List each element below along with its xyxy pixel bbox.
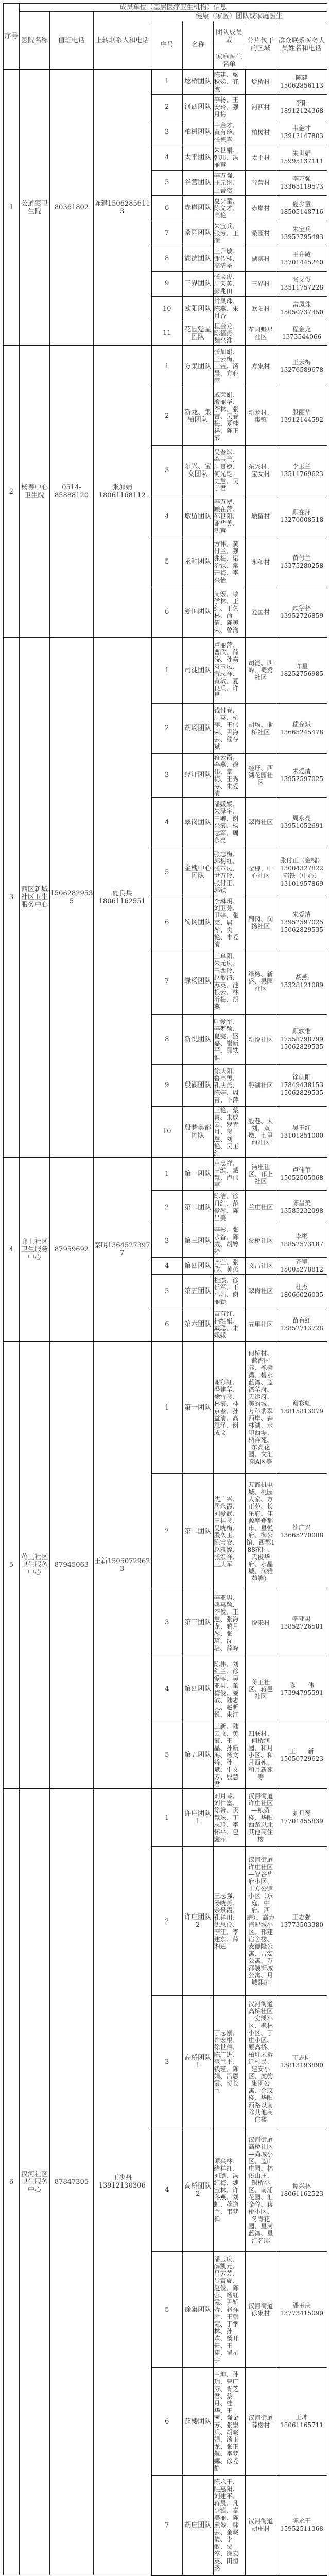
team-no: 3 <box>151 1589 183 1656</box>
team-members: 潘媛媛、朱泽宇、王卿、谢兴霞、杨志军、周永亮 <box>214 797 245 848</box>
team-area: 埝桥村 <box>245 69 276 94</box>
header-members <box>214 21 245 70</box>
referral-contact: 秦明13645273977 <box>94 1158 151 1342</box>
team-members: 卢丽萍、曹欣、薛涛、孙嘉袁玉凤、游志祥、黄敏、夏良兵、许星 <box>214 637 245 703</box>
team-area: 东兴村、宝女村 <box>245 445 276 496</box>
table-row <box>4 637 327 703</box>
header-members-top: 团队成员或 <box>214 29 245 45</box>
table-row <box>4 1342 327 1474</box>
team-name: 东兴、宝女团队 <box>183 445 214 496</box>
team-area: 新悦社区 <box>245 1014 276 1064</box>
team-contact: 李万强 13365119573 <box>276 170 327 195</box>
team-name: 翠岗团队 <box>183 797 214 848</box>
team-name: 第四团队 <box>183 1258 214 1275</box>
team-name: 殷湖团队 <box>183 1064 214 1106</box>
team-contact: 齐莹 15005278812 <box>276 1258 327 1275</box>
team-no: 2 <box>151 94 183 120</box>
header-area: 分片包干的区域 <box>245 21 276 70</box>
team-area: 汉河街道许庄社区—粮贸楼、华阳西路以北其他商住楼 <box>245 1789 276 1847</box>
team-area: 方集村 <box>245 346 276 387</box>
team-contact: 胡燕 13328121089 <box>276 948 327 1014</box>
team-contact: 谢彩虹 13815813079 <box>276 1342 327 1474</box>
team-members: 陈伟、刘红兰、徐爱萍、吴亚男、董梅俊、晏敏、陆志美、赵昕悦、朱江 <box>214 1656 245 1722</box>
team-area: 殷巷、大刘、双墩、七里甸社区 <box>245 1106 276 1158</box>
table-body <box>4 69 327 2575</box>
section-index: 5 <box>4 1342 20 1789</box>
team-contact: 黄付兰 13375280258 <box>276 537 327 587</box>
team-area: 赤岸村 <box>245 195 276 221</box>
team-members: 张志梅、郭梅红、张革凤、尹万玲、张付正、郭铁 <box>214 848 245 897</box>
team-members: 陈永干、眭惠阳、刘建平、蒋晨、凡少锋、秦美丽、陈素琴、韩芸、金晓倩、李敏、贾淳、徐宏英、田恒璐 <box>214 2476 245 2575</box>
referral-contact: 张加娟 18061168112 <box>94 346 151 637</box>
table-row <box>4 346 327 387</box>
team-area: 谷营村 <box>245 170 276 195</box>
team-area: 四联村、何桥润园、和月小区、和月西苑、和月新苑等 <box>245 1722 276 1789</box>
team-no: 4 <box>151 145 183 170</box>
team-no: 3 <box>151 120 183 145</box>
team-area: 汉河街道许庄社区—智谷华府小区、上方公馆小区（东庭、中府、西庭）、高力汽配城小区、邗建宿舍楼、麦德隆公寓、吉安公寓、万都装饰城公寓、月城熙庭 <box>245 1847 276 1996</box>
team-contact: 杜杰 18066026035 <box>276 1275 327 1308</box>
team-members: 方伟、黄付兰、强兆梅、梁治霖、常开梅、李兴怡 <box>214 537 245 587</box>
team-contact: 刘月琴 17701455839 <box>276 1789 327 1847</box>
team-no: 1 <box>151 1789 183 1847</box>
team-name: 绿杨团队 <box>183 948 214 1014</box>
team-contact: 徐庆阳 17849438153 15062829535 <box>276 1064 327 1106</box>
team-contact: 陈建 15062856113 <box>276 69 327 94</box>
team-name: 埝桥团队 <box>183 69 214 94</box>
team-no: 6 <box>151 1308 183 1342</box>
team-no: 4 <box>151 1258 183 1275</box>
team-members: 齐莹、张欣、黄燕 <box>214 1258 245 1275</box>
team-name: 赤岸团队 <box>183 195 214 221</box>
section-index: 2 <box>4 346 20 637</box>
team-name: 墩留团队 <box>183 496 214 537</box>
team-no: 4 <box>151 2128 183 2252</box>
team-contact: 韦金才 13912147803 <box>276 120 327 145</box>
team-contact: 陈昌美 13585232098 <box>276 1191 327 1224</box>
team-members: 王艳、蔡菁、朱成云、罗青月、贺慧、刘艳、吴玉红 <box>214 1106 245 1158</box>
team-name: 第三团队 <box>183 1224 214 1258</box>
team-name: 新龙、集镇团队 <box>183 387 214 445</box>
team-contact: 沈广兴 13665270008 <box>276 1474 327 1589</box>
team-members: 蒋云霞、李燕、徐伟、章梅、王秀芬、朱爱清 <box>214 753 245 797</box>
team-contact: 李玉兰 13511769623 <box>276 445 327 496</box>
team-name: 爱国团队 <box>183 587 214 637</box>
team-members: 徐庆阳、鲁高男、孔庆燕、陈婷、周菁、卜萍 <box>214 1064 245 1106</box>
team-name: 许庄团队 2 <box>183 1847 214 1996</box>
team-name: 第六团队 <box>183 1308 214 1342</box>
team-no: 5 <box>151 170 183 195</box>
team-area: 柏树村 <box>245 120 276 145</box>
duty-phone: 87847305 <box>50 1789 94 2575</box>
team-name: 永和团队 <box>183 537 214 587</box>
hospital-name: 西区新城社区卫生服务中心 <box>20 637 50 1158</box>
team-area: 汉河街道高桥社区—宏溪小区、枫林小区、丁庄小区、原高桥、柏圩未拆迁村民、建安小区、虎豹集团公寓、金茂楼、华阳西路以南除其他商住楼 <box>245 1996 276 2128</box>
team-name: 柏树团队 <box>183 120 214 145</box>
header-team-group: 健康（家医）团队或家庭医生 <box>151 12 327 21</box>
team-no: 5 <box>151 2252 183 2368</box>
duty-phone: 87959692 <box>50 1158 94 1342</box>
team-members: 张加娟、王云梅、王萱、汤晨、方心雨 <box>214 346 245 387</box>
team-no: 5 <box>151 848 183 897</box>
team-members: 王阜阳、朱元庆、王西玲、赵敏清、苏英、池根云、林沂梅、胡燕 <box>214 948 245 1014</box>
team-members: 朱世娟、韩玮、冯丽蓉 <box>214 145 245 170</box>
team-contact: 张付正（金槐） 13004327822 郭铁（中心） 13101957869 <box>276 848 327 897</box>
team-no: 4 <box>151 1656 183 1722</box>
team-no: 4 <box>151 797 183 848</box>
team-no: 5 <box>151 1275 183 1308</box>
team-name: 许庄团队 1 <box>183 1789 214 1847</box>
team-area: 新龙村、集镇 <box>245 387 276 445</box>
team-no: 7 <box>151 948 183 1014</box>
team-contact: 顾学林 13952726859 <box>276 587 327 637</box>
team-contact: 殷丽华 13912144592 <box>276 387 327 445</box>
team-area: 贾桥社区 <box>245 1224 276 1258</box>
team-contact: 王云梅 13276589678 <box>276 346 327 387</box>
team-no: 9 <box>151 1064 183 1106</box>
duty-phone: 80361802 <box>50 69 94 346</box>
team-members: 杜杰、徐延军、王小娟、谢丽颖 <box>214 1275 245 1308</box>
team-contact: 朱爱清 13952597025 <box>276 753 327 797</box>
team-area: 经圩、西湖花园社区 <box>245 753 276 797</box>
hospital-name: 公道镇卫生院 <box>20 69 50 346</box>
referral-contact: 夏良兵 18061162551 <box>94 637 151 1158</box>
team-contact: 卢伟苇 15052505068 <box>276 1158 327 1191</box>
team-name: 方集团队 <box>183 346 214 387</box>
team-members: 谭兴林、绪祥红、刘璐、冯红梅、魏宝林、许冬燕、刘虹、蒋道兰、韦梦禅 <box>214 2128 245 2252</box>
team-no: 1 <box>151 69 183 94</box>
team-area: 桑园村 <box>245 221 276 246</box>
team-area: 兰庄社区 <box>245 1191 276 1224</box>
section-index: 1 <box>4 69 20 346</box>
team-area: 万都机电城、桃园人家、方正苑、长乐府、佳源摩登都市、星悦府、御公馆、西郡188花园、天俊华府、水晶城、润雅苑等） <box>245 1474 276 1589</box>
team-area: 冯庄社区、邗上社区 <box>245 1158 276 1191</box>
team-members: 戚荣娟、殷丽华、李林、张吉、吴春梅、夏桂祥、陈正霞 <box>214 387 245 445</box>
team-name: 高桥团队 2 <box>183 2128 214 2252</box>
team-contact: 常凤珠 15050737350 <box>276 296 327 321</box>
team-no: 7 <box>151 221 183 246</box>
team-name: 胡场团队 <box>183 703 214 753</box>
team-contact: 李阳 18912124368 <box>276 94 327 120</box>
team-contact: 嵇存斌 13665245478 <box>276 703 327 753</box>
team-area: 蒋王社区、蒋邑社区 <box>245 1656 276 1722</box>
team-name: 谷营团队 <box>183 170 214 195</box>
team-contact: 夏少童 18505148716 <box>276 195 327 221</box>
team-members: 周宏、顾学林、王红、王久林、俞倩、陈美荣、曾洵 <box>214 587 245 637</box>
team-members: 李彬、张永香、陈威、胡婷婷 <box>214 1224 245 1258</box>
team-members: 李亚男、姚惠颖、李俊、王慧、张海龙、鸦月琴、张琦、沈培、薛峰 <box>214 1589 245 1656</box>
team-members: 李琳玥、刘卫芳、尹婷、张芸、居琴、贡艳、朱爱清 <box>214 897 245 948</box>
team-members: 陈洁、徐月红、范爱琴、陈昌美 <box>214 1191 245 1224</box>
team-no: 10 <box>151 1106 183 1158</box>
team-no: 7 <box>151 2476 183 2575</box>
team-area: 河西村 <box>245 94 276 120</box>
team-contact: 张文俊 13511757228 <box>276 271 327 296</box>
team-contact: 朱宝兵 13952795493 <box>276 221 327 246</box>
team-area: 爱国村 <box>245 587 276 637</box>
referral-contact: 王新15050729623 <box>94 1342 151 1789</box>
team-contact: 丁志刚 13813193890 <box>276 1996 327 2128</box>
team-no: 3 <box>151 1224 183 1258</box>
team-area: 司徒、西峰、蜀秀社区 <box>245 637 276 703</box>
team-area: 汉河街道高桥社区—尚城小区、蓝山庄园、林溪山庄、银桥小区、南浦花园、汇金谷、蒋桥小区、冬青花园、星河蓝湾、星汇名邸 <box>245 2128 276 2252</box>
team-no: 2 <box>151 387 183 445</box>
team-name: 花园魁星团队 <box>183 321 214 346</box>
team-contact: 王 新 15050729623 <box>276 1722 327 1789</box>
header-duty-phone: 值班电话 <box>50 12 94 70</box>
team-members: 潘玉庆、薛凯元、吕芳芳、步霄旋、赵俊、陈蓉、杨红霞、尹娇娇、赵祥胜、王朝霞、丁学林、孙欢、杨开轩、王捷、翟星宇 <box>214 2252 245 2368</box>
team-contact: 陈 伟 17394795591 <box>276 1656 327 1722</box>
team-no: 1 <box>151 346 183 387</box>
team-area: 文昌社区 <box>245 1258 276 1275</box>
team-no: 11 <box>151 321 183 346</box>
team-contact: 顾轶惟 17558798799 15062829535 <box>276 1014 327 1064</box>
team-area: 湖滨村 <box>245 246 276 271</box>
section-index: 4 <box>4 1158 20 1342</box>
referral-contact: 王少丹 13912130306 <box>94 1789 151 2575</box>
team-members: 程金龙、陈福燕、魏兴淮 <box>214 321 245 346</box>
team-members: 陈建、梁秋娣、龚波 <box>214 69 245 94</box>
team-no: 2 <box>151 703 183 753</box>
hospital-name: 邗上社区卫生服务中心 <box>20 1158 50 1342</box>
hospital-name: 汉河社区卫生服务中心 <box>20 1789 50 2575</box>
team-no: 8 <box>151 1014 183 1064</box>
team-contact: 谭兴林 18061162523 <box>276 2128 327 2252</box>
table-row <box>4 1158 327 1191</box>
team-area: 悦来村 <box>245 1589 276 1656</box>
team-name: 第一团队 <box>183 1342 214 1474</box>
team-name: 薛楼团队 <box>183 2368 214 2476</box>
team-contact: 李彬 18852573187 <box>276 1224 327 1258</box>
team-no: 1 <box>151 1342 183 1474</box>
team-members: 沈广兴、居永霞、刘爱武、王桂琴、吴晓梅、殷久玉、陈宝安、赵雅婷、张宏祥、王庆军 <box>214 1474 245 1589</box>
table-row <box>4 1789 327 1847</box>
header-referral: 上转联系人和电话 <box>94 12 151 70</box>
team-name: 蜀冈团队 <box>183 897 214 948</box>
team-contact: 潘玉庆 13773415090 <box>276 2252 327 2368</box>
table-row <box>4 69 327 94</box>
header-index: 序号 <box>4 4 20 70</box>
team-name: 司徒团队 <box>183 637 214 703</box>
team-name: 金槐中心团队 <box>183 848 214 897</box>
team-name: 第五团队 <box>183 1722 214 1789</box>
team-area: 蜀冈、润扬社区 <box>245 897 276 948</box>
team-no: 6 <box>151 587 183 637</box>
team-name: 胡庄团队 <box>183 2476 214 2575</box>
team-contact: 许星 18252756985 <box>276 637 327 703</box>
team-members: 吴春斌、李玉兰、周贵稳、何光乾、史慧、吴子君 <box>214 445 245 496</box>
team-no: 1 <box>151 1158 183 1191</box>
team-members: 张文俊、周天英、彭兆田 <box>214 271 245 296</box>
header-team-name: 名称 <box>183 21 214 70</box>
team-area: 三界村 <box>245 271 276 296</box>
team-members: 王志强、汤晓燕、余景霞、孔祥川、沈思伶、李江、李建东、薛湘莲 <box>214 1847 245 1996</box>
team-name: 高桥团队 1 <box>183 1996 214 2128</box>
team-members: 王新、陆云飞、黄霞、王晶、孙新海、杨文娇、孙斌、牛文芳、殷慧君 <box>214 1722 245 1789</box>
team-area: 汉河街道胡庄村 <box>245 2476 276 2575</box>
duty-phone: 87945063 <box>50 1342 94 1789</box>
team-area: 花园魁星社区 <box>245 321 276 346</box>
team-members: 丁志刚、许宏根、徐世伟、陈广进、范兰平、钱瑾、陈娟、冯恩霞、贺长兰 <box>214 1996 245 2128</box>
team-name: 桑园团队 <box>183 221 214 246</box>
duty-phone: 0514- 85888120 <box>50 346 94 637</box>
team-no: 10 <box>151 296 183 321</box>
team-members: 钱付春、周英、杭萍、王伟荣、尹海芸、嵇存斌 <box>214 703 245 753</box>
team-members: 苗有红、柏维娟、戴聪、朱媛媛 <box>214 1308 245 1342</box>
team-no: 6 <box>151 2368 183 2476</box>
header-team-no: 序号 <box>151 21 183 70</box>
team-name: 第二团队 <box>183 1474 214 1589</box>
section-index: 3 <box>4 637 20 1158</box>
team-name: 殷巷奥都团队 <box>183 1106 214 1158</box>
team-no: 2 <box>151 1847 183 1996</box>
team-name: 第五团队 <box>183 1275 214 1308</box>
team-area: 绿杨、新盛、果园社区 <box>245 948 276 1014</box>
team-contact: 朱世娟 15995137111 <box>276 145 327 170</box>
team-no: 3 <box>151 1996 183 2128</box>
team-contact: 朱爱清 13952597025 15062829535 <box>276 897 327 948</box>
team-members: 王升敏、谢传桂、高清圣 <box>214 246 245 271</box>
team-members: 韦金才、黄有玲、张德喜 <box>214 120 245 145</box>
team-contact: 王升敏 13701445240 <box>276 246 327 271</box>
team-area: 太平村 <box>245 145 276 170</box>
team-members: 李杨、王安玲、强月梅 <box>214 94 245 120</box>
team-no: 8 <box>151 246 183 271</box>
team-name: 新悦团队 <box>183 1014 214 1064</box>
team-name: 湖滨团队 <box>183 246 214 271</box>
header-members-bottom: 家庭医生名单 <box>215 53 242 69</box>
team-no: 2 <box>151 1474 183 1589</box>
header-contact: 群众联系医务人员姓名和电话 <box>276 21 327 70</box>
header-group-title: 成员单位（基层医疗卫生机构）信息 <box>20 4 327 12</box>
team-area: 汉河街道薛楼村 <box>245 2368 276 2476</box>
team-area: 胡场、俞桥社区 <box>245 703 276 753</box>
team-area: 永和村 <box>245 537 276 587</box>
team-no: 3 <box>151 445 183 496</box>
team-members: 谢彩虹、冯建华、徐雪琴、林霞、林京春、孙益清、高恩泽、谢成文 <box>214 1342 245 1474</box>
team-area: 翠岗社区 <box>245 797 276 848</box>
team-members: 卢忠祥、王维、臧慧、卢伟苇 <box>214 1158 245 1191</box>
team-no: 5 <box>151 1722 183 1789</box>
team-no: 3 <box>151 753 183 797</box>
family-doctor-team-table <box>3 3 327 2576</box>
team-name: 河西团队 <box>183 94 214 120</box>
team-no: 5 <box>151 537 183 587</box>
header-hospital: 医院名称 <box>20 12 50 70</box>
team-contact: 程金龙 1373544066 <box>276 321 327 346</box>
team-contact: 苗有红 13852713728 <box>276 1308 327 1342</box>
team-area: 金槐、中心社区 <box>245 848 276 897</box>
team-members: 王坤、孙玥、曹广芬、胥芝君、蔡月、桂华、王茜、强金芳、张崇兵、胡晓娟、汤玉龙、张正航、李梦娜、徐爱静 <box>214 2368 245 2476</box>
team-contact: 王志强 13773503380 <box>276 1847 327 1996</box>
team-members: 常凤珠、陈燕、朱月香 <box>214 296 245 321</box>
team-area: 汉河街道徐集村 <box>245 2252 276 2368</box>
team-no: 1 <box>151 637 183 703</box>
team-members: 叶爱军、李梦颖、夏雯、盛嘉、崔新平、顾轶惟 <box>214 1014 245 1064</box>
team-name: 徐集团队 <box>183 2252 214 2368</box>
section-index: 6 <box>4 1789 20 2575</box>
hospital-name: 蒋王社区卫生服务中心 <box>20 1342 50 1789</box>
team-no: 9 <box>151 271 183 296</box>
team-contact: 陈永干 15952511368 <box>276 2476 327 2575</box>
team-members: 夏少童、陈义才、高艳 <box>214 195 245 221</box>
hospital-name: 杨寿中心卫生院 <box>20 346 50 637</box>
team-no: 6 <box>151 195 183 221</box>
referral-contact: 陈建15062856113 <box>94 69 151 346</box>
team-area: 殷湖社区 <box>245 1064 276 1106</box>
team-no: 6 <box>151 897 183 948</box>
team-name: 欧阳团队 <box>183 296 214 321</box>
team-name: 第四团队 <box>183 1656 214 1722</box>
team-name: 经圩团队 <box>183 753 214 797</box>
duty-phone: 15062829535 <box>50 637 94 1158</box>
team-contact: 周永亮 13951052691 <box>276 797 327 848</box>
team-no: 4 <box>151 496 183 537</box>
team-no: 2 <box>151 1191 183 1224</box>
team-area: 墩留村 <box>245 496 276 537</box>
team-contact: 李亚男 13852726581 <box>276 1589 327 1656</box>
team-members: 刘月琴、刘仁富、徐赞、贡慧珠、丁志玲、李怀平、包鑫萍 <box>214 1789 245 1847</box>
team-area: 五里社区 <box>245 1308 276 1342</box>
team-name: 第二团队 <box>183 1191 214 1224</box>
team-area: 何桥村、蓝湾国际、橡树湾、碧水蓝湾、蓝湾华府、天运府、美的城、万科翡翠西岸、森林湖、水印西堤、栖祥苑、东高花园、文汇苑A区等 <box>245 1342 276 1474</box>
team-name: 太平团队 <box>183 145 214 170</box>
team-contact: 王坤 18061165711 <box>276 2368 327 2476</box>
team-contact: 顾在萍 13270008518 <box>276 496 327 537</box>
team-name: 三界团队 <box>183 271 214 296</box>
team-members: 李万翠、顾在萍、邵世阳、谢华英、沈蓉 <box>214 496 245 537</box>
team-contact: 吴玉红 13101851000 <box>276 1106 327 1158</box>
team-area: 翠岗社区 <box>245 1275 276 1308</box>
team-name: 第一团队 <box>183 1158 214 1191</box>
team-area: 欧阳村 <box>245 296 276 321</box>
team-name: 第三团队 <box>183 1589 214 1656</box>
team-members: 李万强、庄元纲、王善松 <box>214 170 245 195</box>
team-members: 朱宝兵、张芳、王颜 <box>214 221 245 246</box>
